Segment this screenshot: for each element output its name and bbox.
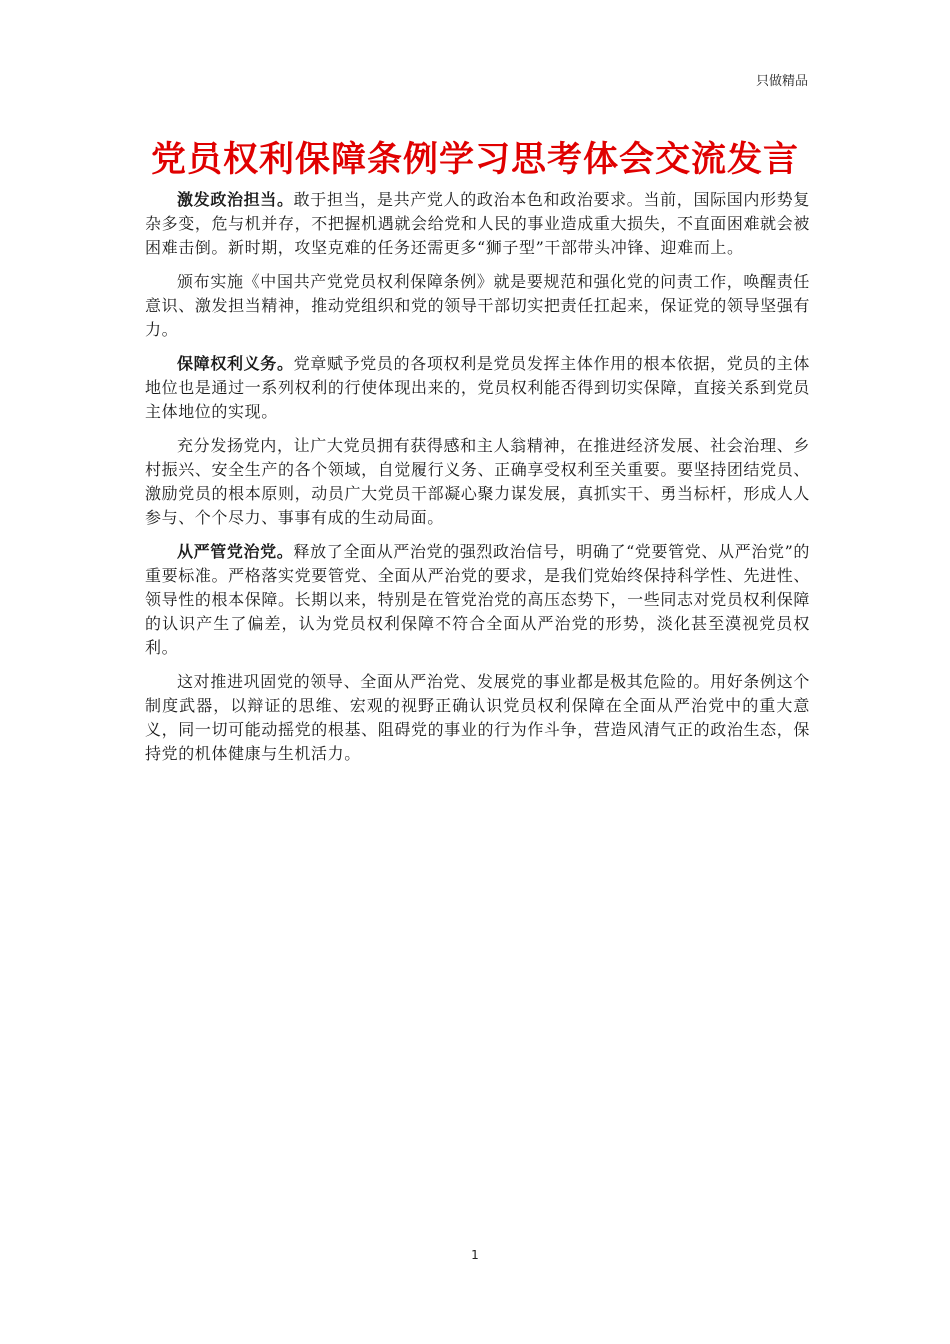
document-title: 党员权利保障条例学习思考体会交流发言 xyxy=(150,140,799,180)
paragraph-lead: 激发政治担当。 xyxy=(177,190,294,209)
paragraph-6 xyxy=(145,670,810,766)
paragraph-text: 颁布实施《中国共产党党员权利保障条例》就是要规范和强化党的问责工作，唤醒责任意识、激发担当精神，推动党组织和党的领导干部切实把责任扛起来，保证党的领导坚强有力。 xyxy=(145,272,810,339)
paragraph-4 xyxy=(145,434,810,530)
paragraph-5 xyxy=(145,540,810,660)
paragraph-text: 敢于担当，是共产党人的政治本色和政治要求。当前，国际国内形势复杂多变，危与机并存，不把握机遇就会给党和人民的事业造成重大损失，不直面困难就会被困难击倒。新时期，攻坚克难的任务还需更多“狮子型”干部带头冲锋、迎难而上。 xyxy=(145,190,810,257)
paragraph-lead: 保障权利义务。 xyxy=(177,354,294,373)
paragraph-3 xyxy=(145,352,810,424)
paragraph-text: 释放了全面从严治党的强烈政治信号，明确了“党要管党、从严治党”的重要标准。严格落实党要管党、全面从严治党的要求，是我们党始终保持科学性、先进性、领导性的根本保障。长期以来，特别是在管党治党的高压态势下，一些同志对党员权利保障的认识产生了偏差，认为党员权利保障不符合全面从严治党的形势，淡化甚至漠视党员权利。 xyxy=(145,542,811,657)
paragraph-text: 党章赋予党员的各项权利是党员发挥主体作用的根本依据，党员的主体地位也是通过一系列权利的行使体现出来的，党员权利能否得到切实保障，直接关系到党员主体地位的实现。 xyxy=(145,354,810,421)
paragraph-2 xyxy=(145,270,810,342)
paragraph-text: 这对推进巩固党的领导、全面从严治党、发展党的事业都是极其危险的。用好条例这个制度武器，以辩证的思维、宏观的视野正确认识党员权利保障在全面从严治党中的重大意义，同一切可能动摇党的根基、阻碍党的事业的行为作斗争，营造风清气正的政治生态，保持党的机体健康与生机活力。 xyxy=(145,672,810,763)
paragraph-lead: 从严管党治党。 xyxy=(177,542,294,561)
document-body xyxy=(145,188,810,776)
paragraph-text: 充分发扬党内，让广大党员拥有获得感和主人翁精神，在推进经济发展、社会治理、乡村振兴、安全生产的各个领域，自觉履行义务、正确享受权利至关重要。要坚持团结党员、激励党员的根本原则，动员广大党员干部凝心聚力谋发展，真抓实干、勇当标杆，形成人人参与、个个尽力、事事有成的生动局面。 xyxy=(145,436,810,527)
header-mark: 只做精品 xyxy=(755,74,808,89)
page-number: 1 xyxy=(471,1248,479,1262)
paragraph-1 xyxy=(145,188,810,260)
